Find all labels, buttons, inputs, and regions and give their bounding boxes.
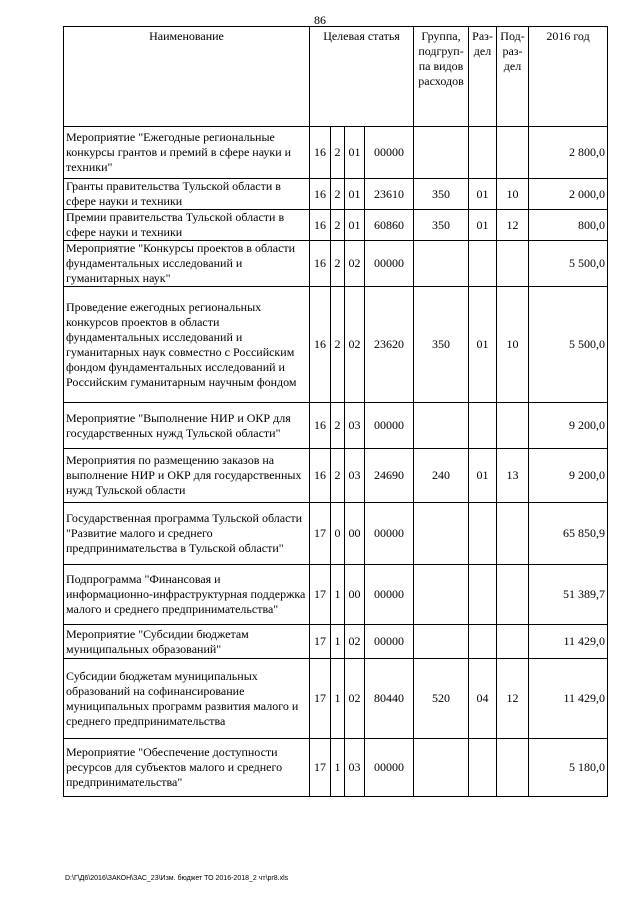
target-code-measure: 00	[345, 565, 365, 625]
expense-group: 240	[414, 449, 469, 503]
expense-group: 350	[414, 210, 469, 241]
amount-2016: 5 500,0	[529, 287, 608, 403]
target-code-subprogram: 1	[331, 659, 345, 739]
target-code-subprogram: 2	[331, 210, 345, 241]
target-code-measure: 03	[345, 403, 365, 449]
target-code-program: 17	[310, 503, 331, 565]
amount-2016: 5 180,0	[529, 739, 608, 797]
row-name: Государственная программа Тульской области "Развитие малого и среднего предпринимательства в Тульской области"	[64, 503, 310, 565]
section	[469, 241, 497, 287]
target-code-subprogram: 0	[331, 503, 345, 565]
target-code-program: 16	[310, 403, 331, 449]
expense-group	[414, 503, 469, 565]
section: 01	[469, 287, 497, 403]
amount-2016: 2 800,0	[529, 127, 608, 179]
target-code-direction: 00000	[365, 503, 414, 565]
target-code-direction: 23620	[365, 287, 414, 403]
target-code-subprogram: 2	[331, 449, 345, 503]
section: 01	[469, 449, 497, 503]
subsection	[497, 127, 529, 179]
subsection: 12	[497, 659, 529, 739]
target-code-direction: 60860	[365, 210, 414, 241]
target-code-measure: 00	[345, 503, 365, 565]
section	[469, 403, 497, 449]
header-target-item: Целевая статья	[310, 27, 414, 127]
target-code-subprogram: 2	[331, 287, 345, 403]
header-name: Наименование	[64, 27, 310, 127]
amount-2016: 5 500,0	[529, 241, 608, 287]
section: 04	[469, 659, 497, 739]
target-code-direction: 80440	[365, 659, 414, 739]
section	[469, 739, 497, 797]
target-code-program: 17	[310, 625, 331, 659]
target-code-subprogram: 2	[331, 403, 345, 449]
table-row	[64, 210, 608, 241]
table-row	[64, 449, 608, 503]
row-name: Премии правительства Тульской области в сфере науки и техники	[64, 210, 310, 241]
target-code-subprogram: 1	[331, 625, 345, 659]
row-name: Подпрограмма "Финансовая и информационно-инфраструктурная поддержка малого и среднего предпринимательства"	[64, 565, 310, 625]
header-section: Раз-дел	[469, 27, 497, 127]
amount-2016: 51 389,7	[529, 565, 608, 625]
header-year: 2016 год	[529, 27, 608, 127]
row-name: Мероприятие "Субсидии бюджетам муниципальных образований"	[64, 625, 310, 659]
target-code-measure: 02	[345, 659, 365, 739]
target-code-direction: 00000	[365, 241, 414, 287]
subsection	[497, 739, 529, 797]
table-row	[64, 739, 608, 797]
subsection: 12	[497, 210, 529, 241]
section	[469, 503, 497, 565]
target-code-subprogram: 1	[331, 739, 345, 797]
target-code-subprogram: 1	[331, 565, 345, 625]
target-code-subprogram: 2	[331, 241, 345, 287]
row-name: Мероприятия по размещению заказов на выполнение НИР и ОКР для государственных нужд Тульской области	[64, 449, 310, 503]
amount-2016: 11 429,0	[529, 625, 608, 659]
expense-group	[414, 127, 469, 179]
table-row	[64, 403, 608, 449]
expense-group: 520	[414, 659, 469, 739]
file-path-footer: D:\Г\Д6\2016\ЗАКОН\ЗАС_23\Изм. бюджет ТО 2016-2018_2 чт\pr8.xls	[65, 875, 289, 882]
row-name: Мероприятие "Ежегодные региональные конкурсы грантов и премий в сфере науки и техники"	[64, 127, 310, 179]
subsection	[497, 565, 529, 625]
page-number: 86	[314, 13, 326, 27]
table-header-row	[64, 27, 608, 127]
target-code-program: 17	[310, 565, 331, 625]
target-code-measure: 02	[345, 287, 365, 403]
section: 01	[469, 210, 497, 241]
amount-2016: 65 850,9	[529, 503, 608, 565]
target-code-program: 17	[310, 739, 331, 797]
expense-group	[414, 625, 469, 659]
section: 01	[469, 179, 497, 210]
table-row	[64, 127, 608, 179]
table-row	[64, 503, 608, 565]
amount-2016: 11 429,0	[529, 659, 608, 739]
table-row	[64, 659, 608, 739]
target-code-direction: 00000	[365, 625, 414, 659]
amount-2016: 2 000,0	[529, 179, 608, 210]
target-code-measure: 01	[345, 179, 365, 210]
target-code-measure: 01	[345, 127, 365, 179]
subsection	[497, 503, 529, 565]
row-name: Субсидии бюджетам муниципальных образований на софинансирование муниципальных программ развития малого и среднего предпринимательства	[64, 659, 310, 739]
target-code-program: 16	[310, 241, 331, 287]
table-row	[64, 287, 608, 403]
table-row	[64, 565, 608, 625]
target-code-direction: 23610	[365, 179, 414, 210]
expense-group	[414, 565, 469, 625]
target-code-program: 16	[310, 287, 331, 403]
target-code-subprogram: 2	[331, 127, 345, 179]
row-name: Мероприятие "Выполнение НИР и ОКР для государственных нужд Тульской области"	[64, 403, 310, 449]
target-code-measure: 02	[345, 625, 365, 659]
row-name: Гранты правительства Тульской области в сфере науки и техники	[64, 179, 310, 210]
target-code-program: 16	[310, 179, 331, 210]
target-code-direction: 00000	[365, 739, 414, 797]
amount-2016: 800,0	[529, 210, 608, 241]
target-code-subprogram: 2	[331, 179, 345, 210]
subsection	[497, 241, 529, 287]
section	[469, 127, 497, 179]
row-name: Мероприятие "Конкурсы проектов в области фундаментальных исследований и гуманитарных наук"	[64, 241, 310, 287]
header-group: Группа, подгруп-па видов расходов	[414, 27, 469, 127]
target-code-measure: 03	[345, 739, 365, 797]
target-code-measure: 01	[345, 210, 365, 241]
expense-group	[414, 241, 469, 287]
target-code-program: 16	[310, 449, 331, 503]
section	[469, 565, 497, 625]
table-row	[64, 625, 608, 659]
subsection	[497, 403, 529, 449]
target-code-measure: 02	[345, 241, 365, 287]
target-code-program: 16	[310, 127, 331, 179]
target-code-program: 17	[310, 659, 331, 739]
header-subsection: Под-раз-дел	[497, 27, 529, 127]
table-row	[64, 179, 608, 210]
subsection	[497, 625, 529, 659]
target-code-measure: 03	[345, 449, 365, 503]
target-code-direction: 00000	[365, 127, 414, 179]
target-code-direction: 00000	[365, 403, 414, 449]
subsection: 10	[497, 287, 529, 403]
table-row	[64, 241, 608, 287]
budget-table	[63, 26, 608, 797]
expense-group: 350	[414, 179, 469, 210]
row-name: Мероприятие "Обеспечение доступности ресурсов для субъектов малого и среднего предпринимательства"	[64, 739, 310, 797]
amount-2016: 9 200,0	[529, 403, 608, 449]
target-code-direction: 00000	[365, 565, 414, 625]
target-code-direction: 24690	[365, 449, 414, 503]
subsection: 10	[497, 179, 529, 210]
expense-group: 350	[414, 287, 469, 403]
expense-group	[414, 739, 469, 797]
target-code-program: 16	[310, 210, 331, 241]
section	[469, 625, 497, 659]
subsection: 13	[497, 449, 529, 503]
row-name: Проведение ежегодных региональных конкурсов проектов в области фундаментальных исследований и гуманитарных наук совместно с Российским фондом фундаментальных исследований и Российским гуманитарным научным фондом	[64, 287, 310, 403]
expense-group	[414, 403, 469, 449]
amount-2016: 9 200,0	[529, 449, 608, 503]
